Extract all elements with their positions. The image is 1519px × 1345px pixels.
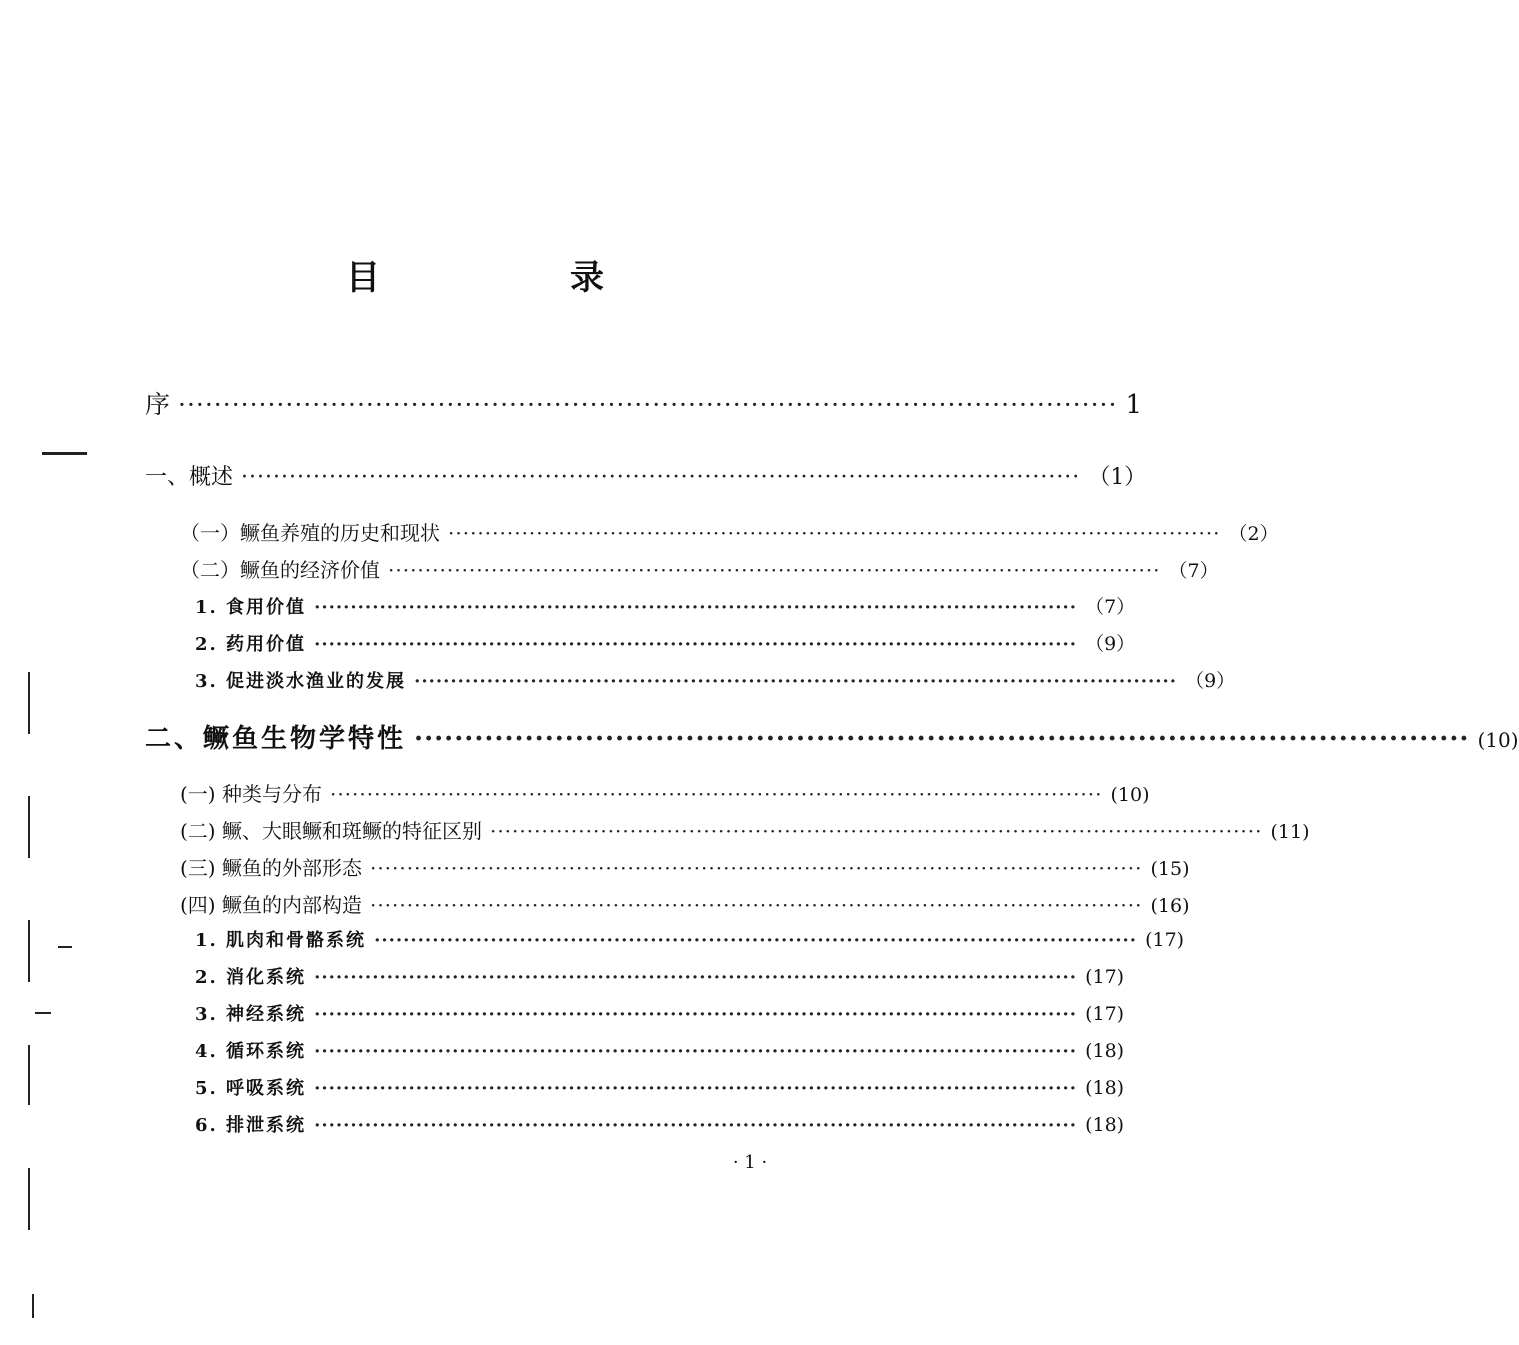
scan-artifact [35,1012,51,1014]
toc-subsection-label: 5. 呼吸系统 [195,1078,307,1099]
toc-section-label: (二) 鳜、大眼鳜和斑鳜的特征区别 [180,819,482,843]
toc-subsection-page: (18) [1085,1040,1125,1062]
toc-chapter-page: (10) [1477,728,1519,752]
toc-section [180,815,1310,844]
toc-section-label: (一) 种类与分布 [180,782,322,806]
scan-artifact [28,920,30,982]
toc-section-page: （7） [1168,560,1219,582]
toc-section [180,554,1219,583]
leader-dots: ········································································································· [329,782,1103,806]
leader-dots: ········································································································· [314,1004,1078,1025]
leader-dots: ········································································································· [314,634,1078,655]
toc-subsection [195,592,1136,619]
toc-entry-label: 序 [145,390,171,419]
toc-chapter-page: （1） [1088,465,1147,490]
toc-section-label: （一）鳜鱼养殖的历史和现状 [180,521,440,545]
page-title: 目 录 [346,258,682,298]
leader-dots: ········································································································· [448,521,1221,545]
toc-chapter-label: 一、概述 [145,465,234,490]
leader-dots: ········································································································· [314,1115,1078,1136]
toc-chapter-label: 二、鳜鱼生物学特性 [145,724,407,754]
toc-subsection [195,926,1185,952]
scan-artifact [32,1294,34,1318]
toc-section-label: (三) 鳜鱼的外部形态 [180,856,362,880]
toc-section [180,517,1279,546]
toc-section-label: （二）鳜鱼的经济价值 [180,558,380,582]
toc-section [180,889,1190,918]
leader-dots: ········································································································· [369,856,1143,880]
leader-dots: ········································································································· [414,724,1470,754]
scan-artifact [28,796,30,858]
toc-subsection-page: (17) [1085,1003,1125,1025]
toc-section-page: (16) [1150,895,1190,917]
toc-chapter-2 [145,718,1519,755]
toc-subsection [195,1000,1125,1026]
toc-chapter-1 [145,460,1147,491]
toc-section-page: (15) [1150,858,1190,880]
toc-subsection-page: (18) [1085,1114,1125,1136]
scan-artifact [42,452,87,455]
toc-subsection-label: 3. 促进淡水渔业的发展 [195,671,407,692]
toc-subsection-label: 1. 食用价值 [195,597,307,618]
page-number: · 1 · [732,1152,768,1173]
toc-subsection-page: （7） [1085,596,1136,618]
scan-artifact [58,946,72,948]
toc-section-page: （2） [1228,523,1279,545]
toc-subsection-page: (17) [1085,966,1125,988]
toc-subsection [195,666,1236,693]
leader-dots: ········································································································· [388,558,1161,582]
toc-subsection-label: 1. 肌肉和骨骼系统 [195,930,367,951]
toc-section-page: (10) [1110,784,1150,806]
toc-subsection-label: 3. 神经系统 [195,1004,307,1025]
leader-dots: ········································································································· [314,597,1078,618]
toc-subsection-page: (17) [1145,929,1185,951]
leader-dots: ········································································································· [314,1078,1078,1099]
toc-subsection [195,1111,1125,1137]
toc-subsection-label: 4. 循环系统 [195,1041,307,1062]
toc-subsection [195,1074,1125,1100]
toc-section [180,778,1150,807]
toc-subsection-page: （9） [1185,670,1236,692]
leader-dots: ········································································································· [489,819,1263,843]
toc-subsection [195,629,1136,656]
toc-subsection-label: 6. 排泄系统 [195,1115,307,1136]
toc-subsection-page: （9） [1085,633,1136,655]
leader-dots: ········································································································· [369,893,1143,917]
scan-artifact [28,672,30,734]
toc-section [180,852,1190,881]
toc-subsection-label: 2. 消化系统 [195,967,307,988]
toc-section-page: (11) [1270,821,1310,843]
toc-entry-page: 1 [1125,390,1142,420]
leader-dots: ········································································································· [374,930,1138,951]
toc-subsection-page: (18) [1085,1077,1125,1099]
scan-artifact [28,1168,30,1230]
leader-dots: ········································································································· [314,1041,1078,1062]
toc-section-label: (四) 鳜鱼的内部构造 [180,893,362,917]
scan-artifact [28,1045,30,1105]
toc-subsection [195,963,1125,989]
leader-dots: ········································································································· [414,671,1178,692]
leader-dots: ········································································································· [314,967,1078,988]
toc-subsection [195,1037,1125,1063]
leader-dots: ········································································································· [178,390,1118,419]
toc-entry-preface [145,385,1142,421]
toc-subsection-label: 2. 药用价值 [195,634,307,655]
leader-dots: ········································································································· [241,465,1081,490]
